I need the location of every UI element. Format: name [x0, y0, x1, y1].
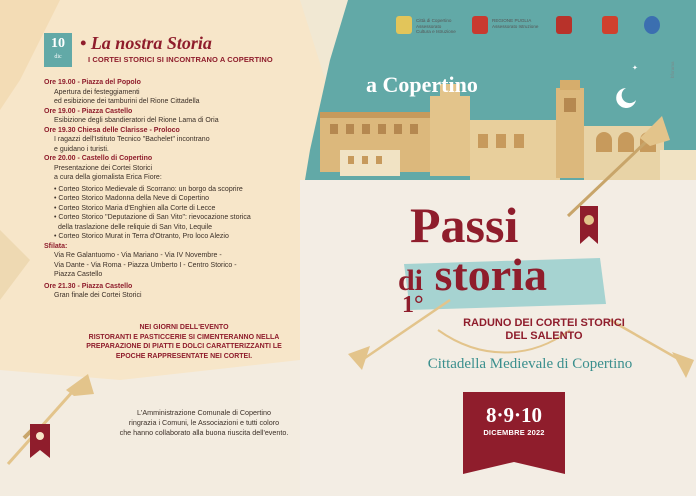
partner-logo-icon	[556, 16, 572, 34]
event-dates-banner	[463, 392, 565, 454]
corteo-item-cont: della traslazione delle reliquie di San Vito, Lequile	[58, 223, 212, 231]
title-passi: Passi	[410, 197, 519, 253]
thanks-line: L'Amministrazione Comunale di Copertino	[136, 408, 271, 417]
event-time: Ore 21.30 - Piazza Castello	[44, 282, 133, 290]
event-desc: Gran finale dei Cortei Storici	[54, 292, 142, 299]
logo-text: Assessorato Istruzione	[492, 23, 539, 29]
event-time: Ore 19.30 Chiesa delle Clarisse - Proloco	[44, 126, 180, 134]
partner-logo-icon	[602, 16, 618, 34]
event-month: DICEMBRE 2022	[483, 428, 545, 437]
event-time: Ore 20.00 - Castello di Copertino	[44, 155, 153, 162]
corteo-item: • Corteo Storico Maria d'Enghien alla Corte di Lecce	[54, 204, 216, 212]
notice-line: NEI GIORNI DELL'EVENTO	[139, 324, 229, 331]
raduno-line: RADUNO DEI CORTEI STORICI	[463, 317, 625, 329]
thanks-line: ringrazia i Comuni, le Associazioni e tutti coloro	[128, 418, 280, 427]
logo-regione-puglia	[472, 16, 539, 34]
corteo-item: • Corteo Storico Medievale di Scorrano: un borgo da scoprire	[54, 185, 243, 193]
notice-line: RISTORANTI E PASTICCERIE SI CIMENTERANNO NELLA	[88, 333, 280, 341]
event-desc: I ragazzi dell'Istituto Tecnico "Bachelet" incontrano	[54, 136, 210, 143]
corteo-item: • Corteo Storico Madonna della Neve di Copertino	[54, 195, 209, 202]
svg-text:✦: ✦	[632, 64, 638, 72]
story-subtitle: I CORTEI STORICI SI INCONTRANO A COPERTINO	[88, 55, 273, 64]
thanks-text	[84, 408, 324, 438]
event-desc: Presentazione dei Cortei Storici	[54, 164, 153, 172]
event-time: Ore 19.00 - Piazza del Popolo	[44, 79, 141, 86]
badge-day: 10	[51, 36, 65, 51]
crest-icon	[472, 16, 488, 34]
title-storia: storia	[434, 249, 547, 300]
event-desc: Apertura dei festeggiamenti	[54, 88, 140, 96]
event-time: Ore 19.00 - Piazza Castello	[44, 107, 133, 115]
thanks-line: che hanno collaborato alla buona riuscita dell'evento.	[119, 428, 289, 437]
raduno-subtitle	[424, 317, 664, 343]
logo-text: Città di Copertino	[416, 18, 452, 23]
banner-icon	[30, 424, 50, 458]
logo-text: REGIONE PUGLIA	[492, 18, 532, 23]
restaurants-notice	[56, 323, 312, 361]
credit-tag: bforama	[670, 61, 675, 78]
venue-name: Cittadella Medievale di Copertino	[427, 356, 633, 372]
partner-logo-icon	[644, 16, 660, 34]
crest-icon	[36, 432, 44, 440]
badge-month: dic	[54, 54, 62, 60]
logo-text: Assessorato	[416, 23, 442, 29]
raduno-line: DEL SALENTO	[505, 330, 583, 342]
edition-number: 1°	[402, 292, 424, 318]
logo-partner-2	[602, 16, 618, 34]
logo-partner-1	[556, 16, 572, 34]
story-title: • La nostra Storia	[80, 33, 212, 53]
logo-copertino	[396, 16, 456, 34]
location-heading: a Copertino	[366, 72, 478, 97]
notice-line: EPOCHE RAPPRESENTATE NEI CORTEI.	[115, 352, 253, 360]
sfilata-route: Via Dante - Via Roma - Piazza Umberto I - Centro Storico -	[54, 261, 237, 269]
event-desc: ed esibizione dei tamburini del Rione Cittadella	[54, 98, 200, 105]
title-di: di	[398, 264, 424, 297]
logo-partner-3	[644, 16, 660, 34]
sfilata-route: Via Re Galantuomo - Via Mariano - Via IV Novembre -	[54, 252, 222, 259]
sfilata-label: Sfilata:	[44, 242, 68, 250]
notice-line: PREPARAZIONE DI PIATTI E DOLCI CARATTERIZZANTI LE	[86, 343, 282, 350]
event-days: 8·9·10	[485, 403, 542, 427]
event-desc: Esibizione degli sbandieratori del Rione Lama di Oria	[54, 117, 219, 124]
story-title-text: La nostra Storia	[90, 33, 212, 53]
logo-text: Cultura e Istruzione	[416, 29, 456, 34]
crest-icon	[584, 215, 594, 225]
sfilata-route: Piazza Castello	[54, 271, 103, 278]
event-desc: e guidano i turisti.	[54, 145, 109, 153]
crest-icon	[396, 16, 412, 34]
event-desc: a cura della giornalista Erica Fiore:	[54, 174, 162, 181]
date-badge	[44, 33, 72, 67]
corteo-item: • Corteo Storico Murat in Terra d'Otranto, Pro loco Alezio	[54, 233, 229, 240]
program-list	[44, 78, 292, 301]
corteo-item: • Corteo Storico "Deputazione di San Vito": rievocazione storica	[54, 214, 251, 221]
